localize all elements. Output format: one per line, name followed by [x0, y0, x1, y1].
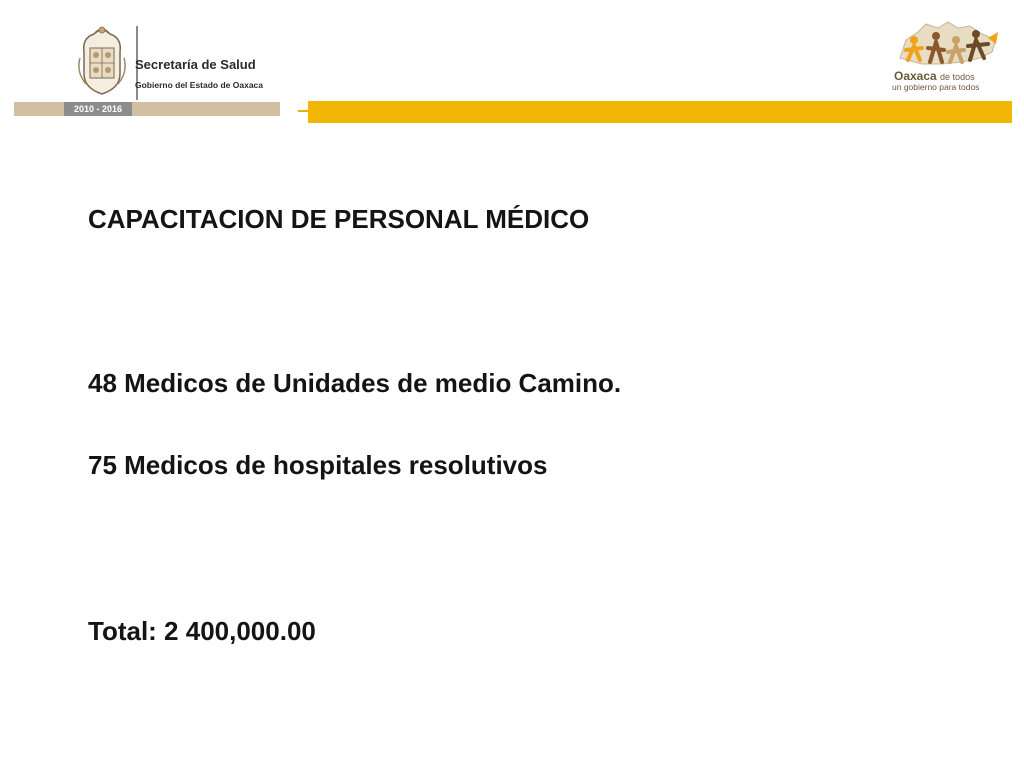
header-gold-bar [308, 101, 1012, 123]
oaxaca-figures-icon [892, 18, 1000, 70]
content-line-medicos-hospitales: 75 Medicos de hospitales resolutivos [88, 450, 548, 480]
oaxaca-logo-slogan: un gobierno para todos [892, 82, 980, 92]
oaxaca-logo [890, 18, 1002, 96]
state-coat-of-arms-icon [74, 22, 130, 98]
secretaria-salud-header [14, 20, 282, 118]
slide-title: CAPACITACION DE PERSONAL MÉDICO [88, 204, 590, 234]
org-subtitle: Gobierno del Estado de Oaxaca [135, 80, 264, 90]
oaxaca-logo-title-main: Oaxaca [894, 69, 937, 83]
oaxaca-logo-title-suffix: de todos [940, 72, 975, 82]
years-badge: 2010 - 2016 [64, 102, 132, 116]
header-left-bar [14, 102, 280, 116]
content-line-medicos-unidades: 48 Medicos de Unidades de medio Camino. [88, 368, 622, 398]
org-name: Secretaría de Salud [135, 57, 256, 72]
header-tick [298, 110, 308, 112]
total-amount: Total: 2 400,000.00 [88, 616, 316, 646]
